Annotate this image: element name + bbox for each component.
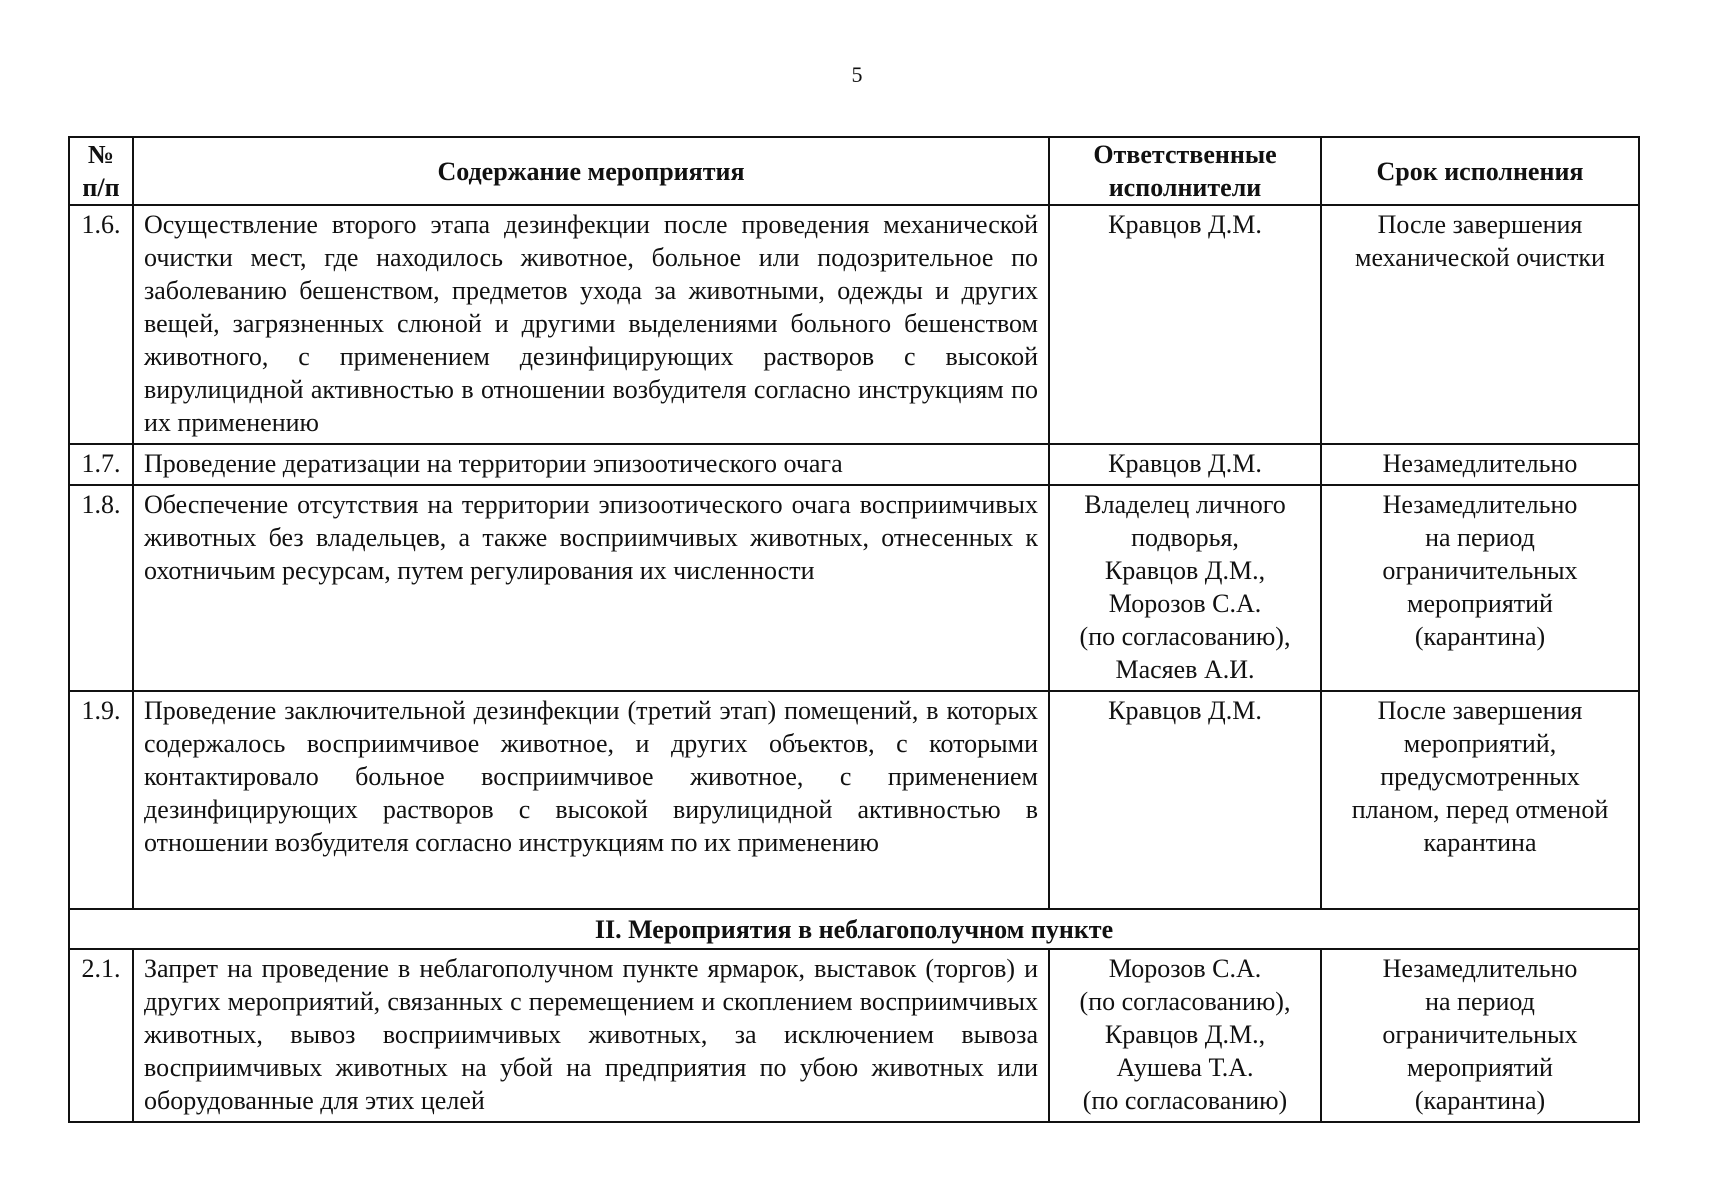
- deadline-line: на период: [1425, 523, 1535, 552]
- row-content: Осуществление второго этапа дезинфекции после проведения механической очистки мест, где находилось животное, больное или подозрительное по заболеванию бешенством, предметов ухода за животными, одежды и других вещей, загрязненных слюной и другими выделениями больного бешенством животного, с применением дезинфицирующих растворов с высокой вирулицидной активностью в отношении возбудителя согласно инструкциям по их применению: [133, 205, 1049, 444]
- row-content: Обеспечение отсутствия на территории эпизоотического очага восприимчивых животных без владельцев, а также восприимчивых животных, отнесенных к охотничьим ресурсам, путем регулирования их численности: [133, 485, 1049, 691]
- responsible-line: (по согласованию): [1082, 1086, 1288, 1115]
- responsible-line: (по согласованию),: [1079, 622, 1291, 651]
- deadline-line: предусмотренных: [1380, 762, 1580, 791]
- deadline-line: карантина: [1423, 828, 1537, 857]
- table-row: [69, 691, 1639, 909]
- responsible-line: Кравцов Д.М.,: [1104, 1020, 1266, 1049]
- deadline-line: Незамедлительно: [1382, 449, 1578, 478]
- deadline-line: (карантина): [1414, 1086, 1546, 1115]
- row-content: Проведение заключительной дезинфекции (третий этап) помещений, в которых содержалось восприимчивое животное, и других объектов, с которыми контактировало больное восприимчивое животное, с применением дезинфицирующих растворов с высокой вирулицидной активностью в отношении возбудителя согласно инструкциям по их применению: [133, 691, 1049, 909]
- responsible-line: подворья,: [1131, 523, 1239, 552]
- section-title: II. Мероприятия в неблагополучном пункте: [69, 909, 1639, 949]
- deadline-line: на период: [1425, 987, 1535, 1016]
- responsible-line: Кравцов Д.М.,: [1104, 556, 1266, 585]
- responsible-line: Масяев А.И.: [1115, 655, 1255, 684]
- row-number: 1.8.: [69, 485, 133, 691]
- deadline-line: После завершения: [1377, 210, 1583, 239]
- responsible-line: Кравцов Д.М.: [1108, 696, 1262, 725]
- responsible-line: Кравцов Д.М.: [1108, 449, 1262, 478]
- header-num: № п/п: [69, 137, 133, 205]
- row-responsible: [1049, 949, 1321, 1122]
- row-content: Проведение дератизации на территории эпизоотического очага: [133, 444, 1049, 485]
- deadline-line: После завершения: [1377, 696, 1583, 725]
- deadline-line: (карантина): [1414, 622, 1546, 651]
- deadline-line: ограничительных: [1382, 556, 1578, 585]
- responsible-line: Морозов С.А.: [1108, 954, 1262, 983]
- table-row: [69, 949, 1639, 1122]
- deadline-line: планом, перед отменой: [1351, 795, 1609, 824]
- row-number: 1.9.: [69, 691, 133, 909]
- responsible-line: Морозов С.А.: [1108, 589, 1262, 618]
- header-content: Содержание мероприятия: [133, 137, 1049, 205]
- row-content: [133, 949, 1049, 1122]
- row-responsible: [1049, 444, 1321, 485]
- row-deadline: [1321, 444, 1639, 485]
- responsible-line: Аушева Т.А.: [1116, 1053, 1254, 1082]
- deadline-line: мероприятий,: [1403, 729, 1557, 758]
- row-deadline: [1321, 205, 1639, 444]
- row-number: 1.7.: [69, 444, 133, 485]
- table-row: [69, 485, 1639, 691]
- deadline-line: Незамедлительно: [1382, 954, 1578, 983]
- row-responsible: [1049, 691, 1321, 909]
- deadline-line: механической очистки: [1355, 243, 1605, 272]
- section-row: [69, 909, 1639, 949]
- table-header-row: [69, 137, 1639, 205]
- row-number: 2.1.: [69, 949, 133, 1122]
- measures-table: [68, 136, 1640, 1123]
- table-row: [69, 444, 1639, 485]
- row-responsible: [1049, 205, 1321, 444]
- row-number: 1.6.: [69, 205, 133, 444]
- row-deadline: [1321, 949, 1639, 1122]
- row-deadline: [1321, 485, 1639, 691]
- row-content-text: Запрет на проведение в неблагополучном пункте ярмарок, выставок (торгов) и других мероприятий, связанных с перемещением и скоплением восприимчивых животных, вывоз восприимчивых животных, за исключением вывоза восприимчивых животных на убой на предприятия по убою животных или оборудованные для этих целей: [144, 954, 1038, 1115]
- row-deadline: [1321, 691, 1639, 909]
- responsible-line: Владелец личного: [1084, 490, 1286, 519]
- responsible-line: Кравцов Д.М.: [1108, 210, 1262, 239]
- page-number: 5: [851, 62, 863, 87]
- header-deadline: Срок исполнения: [1321, 137, 1639, 205]
- row-responsible: [1049, 485, 1321, 691]
- deadline-line: ограничительных: [1382, 1020, 1578, 1049]
- header-responsible: Ответственные исполнители: [1049, 137, 1321, 205]
- deadline-line: Незамедлительно: [1382, 490, 1578, 519]
- deadline-line: мероприятий: [1407, 589, 1553, 618]
- deadline-line: мероприятий: [1407, 1053, 1553, 1082]
- table-row: [69, 205, 1639, 444]
- responsible-line: (по согласованию),: [1079, 987, 1291, 1016]
